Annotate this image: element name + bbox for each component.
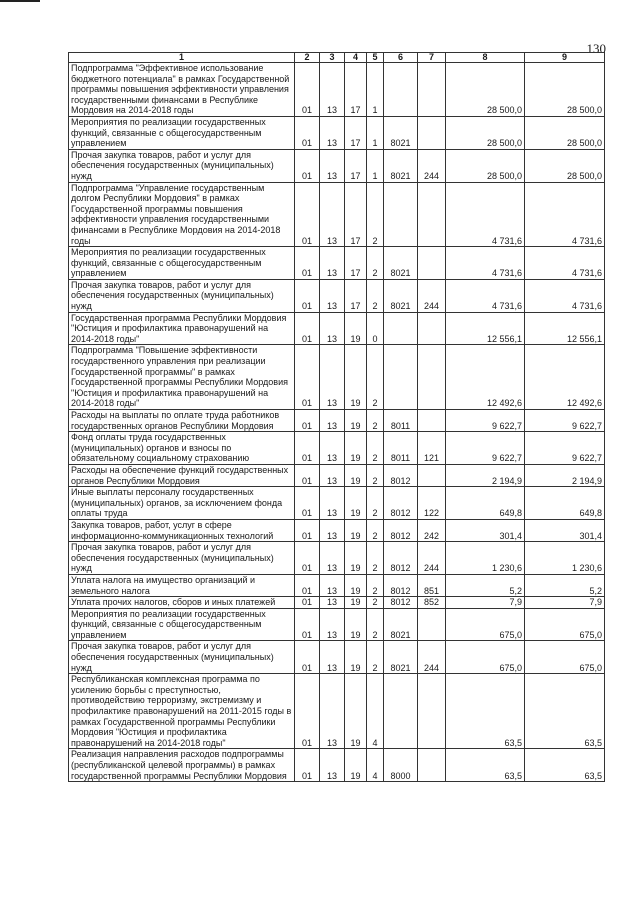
row-name: Мероприятия по реализации государственных функций, связанные с общегосударственным управлением <box>69 116 295 149</box>
direction-code: 8012 <box>384 464 418 486</box>
col-header: 6 <box>384 53 418 63</box>
col-header: 8 <box>446 53 525 63</box>
table-row <box>69 116 605 149</box>
direction-code <box>384 63 418 117</box>
table-row <box>69 464 605 486</box>
col-header: 3 <box>320 53 345 63</box>
row-name: Иные выплаты персоналу государственных (муниципальных) органов, за исключением фонда оплаты труда <box>69 487 295 520</box>
subsection-code: 13 <box>320 542 345 575</box>
amount-col8: 2 194,9 <box>446 464 525 486</box>
amount-col9: 4 731,6 <box>525 182 605 247</box>
section-code: 01 <box>295 608 320 641</box>
row-name: Республиканская комплексная программа по усилению борьбы с преступностью, противодействию терроризму, экстремизму и профилактике правонарушений на 2011-2015 годы в рамках Государственной программы Республики Мордовия "Юстиция и профилактика правонарушений на 2014-2018 годы" <box>69 674 295 749</box>
amount-col9: 675,0 <box>525 608 605 641</box>
table-row <box>69 182 605 247</box>
direction-code: 8021 <box>384 149 418 182</box>
table-row <box>69 608 605 641</box>
amount-col9: 5,2 <box>525 574 605 596</box>
amount-col9: 28 500,0 <box>525 63 605 117</box>
program-code: 19 <box>345 597 367 609</box>
direction-code: 8012 <box>384 597 418 609</box>
table-row <box>69 63 605 117</box>
col-header: 7 <box>418 53 446 63</box>
program-code: 19 <box>345 641 367 674</box>
amount-col8: 12 492,6 <box>446 345 525 410</box>
row-name: Подпрограмма "Эффективное использование бюджетного потенциала" в рамках Государственной программы повышения эффективности управления государственными финансами в Республике Мордовия на 2014-2018 годы <box>69 63 295 117</box>
table-row <box>69 574 605 596</box>
program-code: 19 <box>345 464 367 486</box>
amount-col8: 63,5 <box>446 749 525 782</box>
amount-col8: 28 500,0 <box>446 149 525 182</box>
col-header: 5 <box>367 53 384 63</box>
subprogram-code: 2 <box>367 432 384 465</box>
amount-col9: 4 731,6 <box>525 279 605 312</box>
col-header: 2 <box>295 53 320 63</box>
amount-col9: 2 194,9 <box>525 464 605 486</box>
amount-col9: 12 492,6 <box>525 345 605 410</box>
subsection-code: 13 <box>320 410 345 432</box>
section-code: 01 <box>295 182 320 247</box>
row-name: Прочая закупка товаров, работ и услуг для обеспечения государственных (муниципальных) нужд <box>69 641 295 674</box>
table-row <box>69 487 605 520</box>
row-name: Мероприятия по реализации государственных функций, связанные с общегосударственным управлением <box>69 247 295 280</box>
table-row <box>69 432 605 465</box>
program-code: 19 <box>345 345 367 410</box>
program-code: 17 <box>345 247 367 280</box>
subsection-code: 13 <box>320 597 345 609</box>
amount-col8: 28 500,0 <box>446 116 525 149</box>
expense-type-code <box>418 63 446 117</box>
subprogram-code: 2 <box>367 542 384 575</box>
section-code: 01 <box>295 116 320 149</box>
direction-code <box>384 312 418 345</box>
program-code: 19 <box>345 312 367 345</box>
section-code: 01 <box>295 279 320 312</box>
section-code: 01 <box>295 487 320 520</box>
program-code: 19 <box>345 608 367 641</box>
section-code: 01 <box>295 432 320 465</box>
program-code: 19 <box>345 519 367 541</box>
subprogram-code: 4 <box>367 674 384 749</box>
row-name: Расходы на обеспечение функций государственных органов Республики Мордовия <box>69 464 295 486</box>
amount-col8: 1 230,6 <box>446 542 525 575</box>
table-row <box>69 749 605 782</box>
section-code: 01 <box>295 574 320 596</box>
expense-type-code <box>418 312 446 345</box>
table-row <box>69 410 605 432</box>
subprogram-code: 2 <box>367 464 384 486</box>
row-name: Мероприятия по реализации государственных функций, связанные с общегосударственным управлением <box>69 608 295 641</box>
subprogram-code: 2 <box>367 608 384 641</box>
subsection-code: 13 <box>320 519 345 541</box>
program-code: 19 <box>345 432 367 465</box>
expense-type-code: 244 <box>418 149 446 182</box>
table-row <box>69 641 605 674</box>
row-name: Прочая закупка товаров, работ и услуг для обеспечения государственных (муниципальных) нужд <box>69 149 295 182</box>
amount-col8: 675,0 <box>446 641 525 674</box>
direction-code <box>384 182 418 247</box>
row-name: Прочая закупка товаров, работ и услуг для обеспечения государственных (муниципальных) нужд <box>69 542 295 575</box>
expense-type-code <box>418 345 446 410</box>
subprogram-code: 2 <box>367 345 384 410</box>
direction-code <box>384 674 418 749</box>
amount-col8: 9 622,7 <box>446 410 525 432</box>
amount-col8: 28 500,0 <box>446 63 525 117</box>
table-body <box>69 63 605 782</box>
amount-col9: 63,5 <box>525 749 605 782</box>
direction-code: 8012 <box>384 542 418 575</box>
subprogram-code: 2 <box>367 597 384 609</box>
direction-code <box>384 345 418 410</box>
section-code: 01 <box>295 519 320 541</box>
amount-col8: 649,8 <box>446 487 525 520</box>
expense-type-code <box>418 464 446 486</box>
program-code: 17 <box>345 116 367 149</box>
subsection-code: 13 <box>320 312 345 345</box>
subprogram-code: 4 <box>367 749 384 782</box>
budget-table <box>68 52 605 782</box>
subprogram-code: 1 <box>367 149 384 182</box>
row-name: Подпрограмма "Повышение эффективности государственного управления при реализации Государственной программы" в рамках Государственной программы Республики Мордовия "Юстиция и профилактика правонарушений на 2014-2018 годы" <box>69 345 295 410</box>
subsection-code: 13 <box>320 247 345 280</box>
direction-code: 8021 <box>384 279 418 312</box>
expense-type-code <box>418 247 446 280</box>
subsection-code: 13 <box>320 487 345 520</box>
subsection-code: 13 <box>320 574 345 596</box>
corner-mark <box>0 0 40 2</box>
expense-type-code: 244 <box>418 279 446 312</box>
subsection-code: 13 <box>320 432 345 465</box>
amount-col9: 4 731,6 <box>525 247 605 280</box>
program-code: 19 <box>345 749 367 782</box>
direction-code: 8021 <box>384 116 418 149</box>
program-code: 19 <box>345 487 367 520</box>
row-name: Государственная программа Республики Мордовия "Юстиция и профилактика правонарушений на 2014-2018 годы" <box>69 312 295 345</box>
amount-col9: 9 622,7 <box>525 432 605 465</box>
row-name: Закупка товаров, работ, услуг в сфере информационно-коммуникационных технологий <box>69 519 295 541</box>
direction-code: 8000 <box>384 749 418 782</box>
subsection-code: 13 <box>320 182 345 247</box>
subprogram-code: 1 <box>367 116 384 149</box>
program-code: 19 <box>345 674 367 749</box>
subprogram-code: 2 <box>367 410 384 432</box>
section-code: 01 <box>295 464 320 486</box>
section-code: 01 <box>295 542 320 575</box>
table-row <box>69 519 605 541</box>
table-row <box>69 247 605 280</box>
section-code: 01 <box>295 312 320 345</box>
direction-code: 8012 <box>384 519 418 541</box>
header-row <box>69 53 605 63</box>
amount-col9: 7,9 <box>525 597 605 609</box>
section-code: 01 <box>295 641 320 674</box>
section-code: 01 <box>295 410 320 432</box>
table-row <box>69 674 605 749</box>
expense-type-code: 851 <box>418 574 446 596</box>
amount-col8: 4 731,6 <box>446 279 525 312</box>
row-name: Уплата налога на имущество организаций и земельного налога <box>69 574 295 596</box>
row-name: Фонд оплаты труда государственных (муниципальных) органов и взносы по обязательному социальному страхованию <box>69 432 295 465</box>
table-header <box>69 53 605 63</box>
expense-type-code <box>418 182 446 247</box>
direction-code: 8012 <box>384 574 418 596</box>
subprogram-code: 1 <box>367 63 384 117</box>
expense-type-code: 121 <box>418 432 446 465</box>
table-row <box>69 279 605 312</box>
row-name: Уплата прочих налогов, сборов и иных платежей <box>69 597 295 609</box>
table-row <box>69 345 605 410</box>
program-code: 19 <box>345 410 367 432</box>
program-code: 17 <box>345 63 367 117</box>
section-code: 01 <box>295 345 320 410</box>
amount-col9: 28 500,0 <box>525 149 605 182</box>
expense-type-code <box>418 674 446 749</box>
section-code: 01 <box>295 63 320 117</box>
table-row <box>69 597 605 609</box>
subprogram-code: 2 <box>367 247 384 280</box>
subsection-code: 13 <box>320 279 345 312</box>
subprogram-code: 2 <box>367 574 384 596</box>
amount-col9: 63,5 <box>525 674 605 749</box>
subprogram-code: 2 <box>367 641 384 674</box>
program-code: 17 <box>345 182 367 247</box>
amount-col8: 675,0 <box>446 608 525 641</box>
direction-code: 8021 <box>384 608 418 641</box>
expense-type-code: 122 <box>418 487 446 520</box>
subsection-code: 13 <box>320 608 345 641</box>
col-header: 9 <box>525 53 605 63</box>
expense-type-code <box>418 608 446 641</box>
expense-type-code: 244 <box>418 542 446 575</box>
subprogram-code: 2 <box>367 279 384 312</box>
program-code: 17 <box>345 279 367 312</box>
subsection-code: 13 <box>320 749 345 782</box>
subprogram-code: 2 <box>367 519 384 541</box>
expense-type-code: 244 <box>418 641 446 674</box>
amount-col8: 301,4 <box>446 519 525 541</box>
subsection-code: 13 <box>320 674 345 749</box>
amount-col8: 4 731,6 <box>446 182 525 247</box>
row-name: Подпрограмма "Управление государственным долгом Республики Мордовия" в рамках Государственной программы повышения эффективности управления государственными финансами в Республике Мордовия на 2014-2018 годы <box>69 182 295 247</box>
subsection-code: 13 <box>320 464 345 486</box>
subsection-code: 13 <box>320 116 345 149</box>
amount-col8: 5,2 <box>446 574 525 596</box>
row-name: Расходы на выплаты по оплате труда работников государственных органов Республики Мордовия <box>69 410 295 432</box>
direction-code: 8021 <box>384 247 418 280</box>
expense-type-code <box>418 410 446 432</box>
section-code: 01 <box>295 749 320 782</box>
amount-col8: 4 731,6 <box>446 247 525 280</box>
amount-col9: 649,8 <box>525 487 605 520</box>
program-code: 17 <box>345 149 367 182</box>
amount-col8: 63,5 <box>446 674 525 749</box>
direction-code: 8011 <box>384 410 418 432</box>
col-header: 1 <box>69 53 295 63</box>
subsection-code: 13 <box>320 149 345 182</box>
section-code: 01 <box>295 149 320 182</box>
expense-type-code: 242 <box>418 519 446 541</box>
subprogram-code: 2 <box>367 182 384 247</box>
section-code: 01 <box>295 597 320 609</box>
expense-type-code <box>418 116 446 149</box>
program-code: 19 <box>345 574 367 596</box>
subprogram-code: 0 <box>367 312 384 345</box>
col-header: 4 <box>345 53 367 63</box>
amount-col9: 12 556,1 <box>525 312 605 345</box>
amount-col9: 28 500,0 <box>525 116 605 149</box>
amount-col8: 7,9 <box>446 597 525 609</box>
subsection-code: 13 <box>320 641 345 674</box>
amount-col8: 12 556,1 <box>446 312 525 345</box>
direction-code: 8011 <box>384 432 418 465</box>
direction-code: 8012 <box>384 487 418 520</box>
subprogram-code: 2 <box>367 487 384 520</box>
page-number: 130 <box>586 41 606 56</box>
program-code: 19 <box>345 542 367 575</box>
section-code: 01 <box>295 247 320 280</box>
expense-type-code <box>418 749 446 782</box>
table-row <box>69 149 605 182</box>
direction-code: 8021 <box>384 641 418 674</box>
subsection-code: 13 <box>320 345 345 410</box>
section-code: 01 <box>295 674 320 749</box>
row-name: Реализация направления расходов подпрограммы (республиканской целевой программы) в рамках государственной программы Республики Мордовия <box>69 749 295 782</box>
amount-col9: 301,4 <box>525 519 605 541</box>
amount-col9: 675,0 <box>525 641 605 674</box>
amount-col9: 1 230,6 <box>525 542 605 575</box>
amount-col8: 9 622,7 <box>446 432 525 465</box>
subsection-code: 13 <box>320 63 345 117</box>
amount-col9: 9 622,7 <box>525 410 605 432</box>
row-name: Прочая закупка товаров, работ и услуг для обеспечения государственных (муниципальных) нужд <box>69 279 295 312</box>
expense-type-code: 852 <box>418 597 446 609</box>
table-row <box>69 312 605 345</box>
table-row <box>69 542 605 575</box>
